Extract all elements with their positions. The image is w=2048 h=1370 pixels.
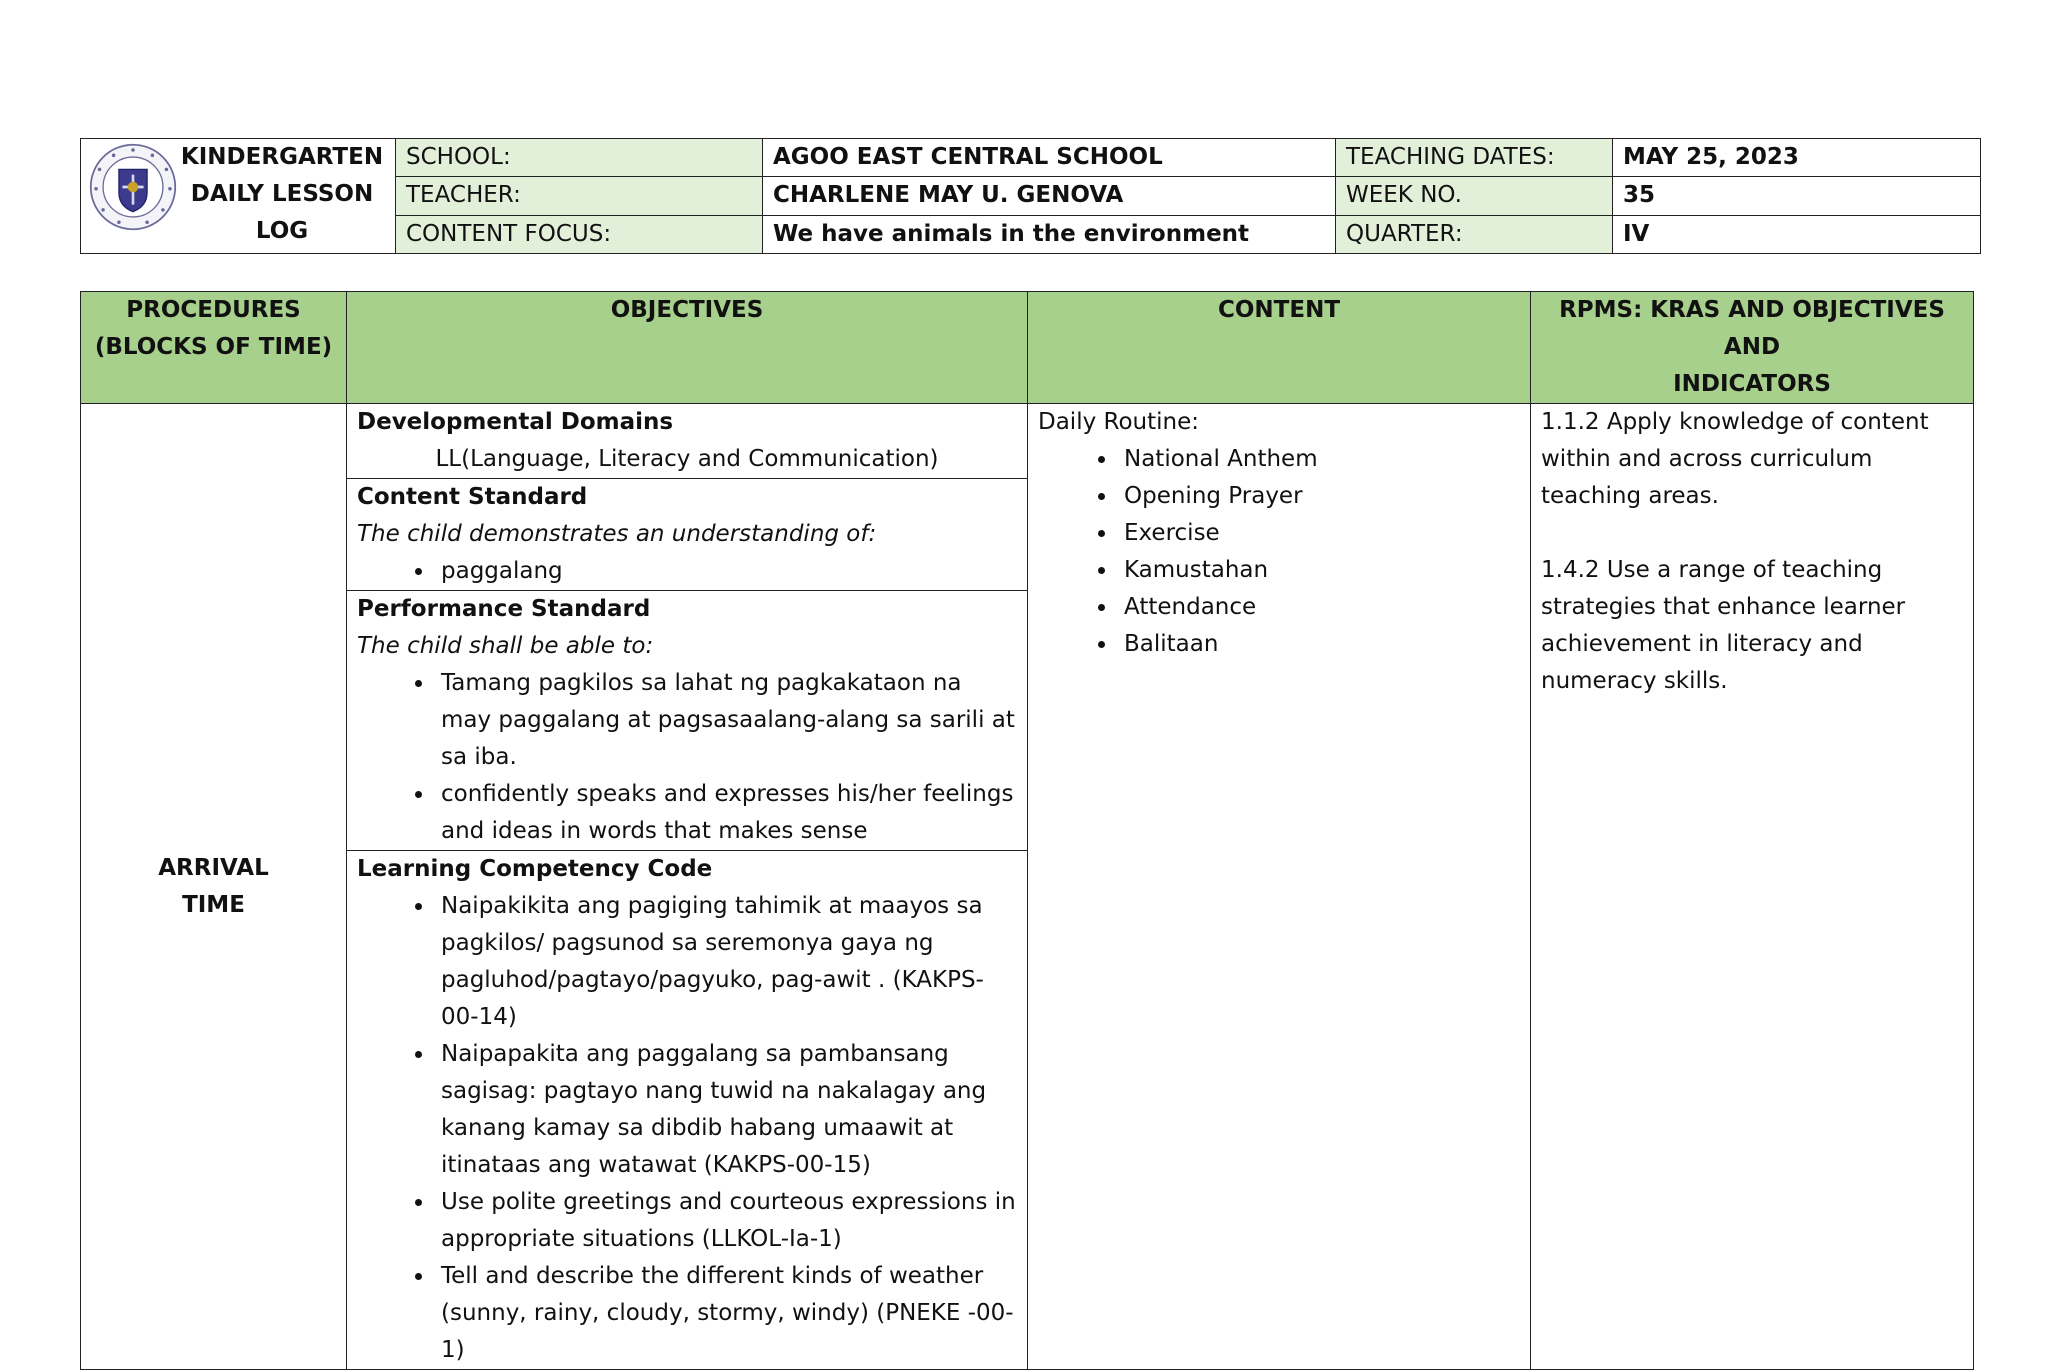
content-standard-section [347, 479, 1027, 591]
procedure-line1: ARRIVAL [158, 854, 269, 881]
performance-standard-list [357, 665, 1017, 850]
title-cell [81, 139, 396, 254]
daily-routine-list [1038, 441, 1520, 663]
procedures-header-line2: (BLOCKS OF TIME) [94, 334, 333, 360]
rpms-header-line2: INDICATORS [1673, 371, 1831, 397]
objectives-cell [347, 404, 1028, 1370]
list-item: • National Anthem [1118, 441, 1520, 478]
objectives-header: OBJECTIVES [347, 292, 1028, 404]
log-title [175, 139, 389, 250]
teaching-dates-value: MAY 25, 2023 [1613, 139, 1981, 177]
content-focus-value: We have animals in the environment [763, 215, 1336, 253]
developmental-domains-heading: Developmental Domains [357, 409, 674, 435]
list-item: • Opening Prayer [1118, 478, 1520, 515]
list-item: • confidently speaks and expresses his/her feelings and ideas in words that makes sense [435, 776, 1017, 850]
performance-standard-heading: Performance Standard [357, 596, 651, 622]
list-item: • Balitaan [1118, 626, 1520, 663]
list-item: • Naipapakita ang paggalang sa pambansang sagisag: pagtayo nang tuwid na nakalagay ang kanang kamay sa dibdib habang umaawit at itinataas ang watawat (KAKPS-00-15) [435, 1036, 1017, 1184]
quarter-label: QUARTER: [1336, 215, 1613, 253]
header-table [80, 138, 1981, 254]
daily-routine-label: Daily Routine: [1038, 409, 1199, 435]
list-item: • Use polite greetings and courteous expressions in appropriate situations (LLKOL-Ia-1) [435, 1184, 1017, 1258]
list-item: • Kamustahan [1118, 552, 1520, 589]
list-item: • Attendance [1118, 589, 1520, 626]
rpms-indicator-1: 1.1.2 Apply knowledge of content within and across curriculum teaching areas. [1541, 409, 1929, 509]
teacher-label: TEACHER: [396, 177, 763, 215]
title-line-2: DAILY LESSON [190, 181, 374, 207]
week-value: 35 [1613, 177, 1981, 215]
content-standard-intro: The child demonstrates an understanding of: [357, 521, 877, 547]
teacher-value: CHARLENE MAY U. GENOVA [763, 177, 1336, 215]
developmental-domains-value: LL(Language, Literacy and Communication) [435, 446, 939, 472]
procedures-header-line1: PROCEDURES [126, 297, 301, 323]
procedure-line2: TIME [182, 891, 245, 918]
deped-seal-icon [89, 143, 177, 231]
rpms-header-line1: RPMS: KRAS AND OBJECTIVES AND [1559, 297, 1945, 360]
week-label: WEEK NO. [1336, 177, 1613, 215]
content-header: CONTENT [1028, 292, 1531, 404]
quarter-value: IV [1613, 215, 1981, 253]
list-item: • Exercise [1118, 515, 1520, 552]
procedure-cell [81, 404, 347, 1370]
procedures-header [81, 292, 347, 404]
list-item: • Naipakikita ang pagiging tahimik at maayos sa pagkilos/ pagsunod sa seremonya gaya ng pagluhod/pagtayo/pagyuko, pag-awit . (KAKPS-00-14) [435, 888, 1017, 1036]
learning-competency-section [347, 851, 1027, 1369]
content-cell [1028, 404, 1531, 1370]
learning-competency-heading: Learning Competency Code [357, 856, 713, 882]
content-standard-heading: Content Standard [357, 484, 588, 510]
teaching-dates-label: TEACHING DATES: [1336, 139, 1613, 177]
rpms-header [1531, 292, 1974, 404]
list-item: • Tell and describe the different kinds of weather (sunny, rainy, cloudy, stormy, windy) (PNEKE -00-1) [435, 1258, 1017, 1369]
performance-standard-intro: The child shall be able to: [357, 633, 654, 659]
performance-standard-section [347, 591, 1027, 851]
learning-competency-list [357, 888, 1017, 1369]
school-value: AGOO EAST CENTRAL SCHOOL [763, 139, 1336, 177]
rpms-indicator-2: 1.4.2 Use a range of teaching strategies that enhance learner achievement in literacy and numeracy skills. [1541, 557, 1906, 694]
list-item: • Tamang pagkilos sa lahat ng pagkakataon na may paggalang at pagsasaalang-alang sa sarili at sa iba. [435, 665, 1017, 776]
lesson-table [80, 291, 1974, 1370]
title-line-3: LOG [255, 218, 309, 244]
spacer [1541, 515, 1963, 552]
list-item: • paggalang [435, 553, 1017, 590]
content-focus-label: CONTENT FOCUS: [396, 215, 763, 253]
school-label: SCHOOL: [396, 139, 763, 177]
content-standard-list [357, 553, 1017, 590]
developmental-domains-section [347, 404, 1027, 479]
rpms-cell [1531, 404, 1974, 1370]
title-line-1: KINDERGARTEN [180, 144, 384, 170]
